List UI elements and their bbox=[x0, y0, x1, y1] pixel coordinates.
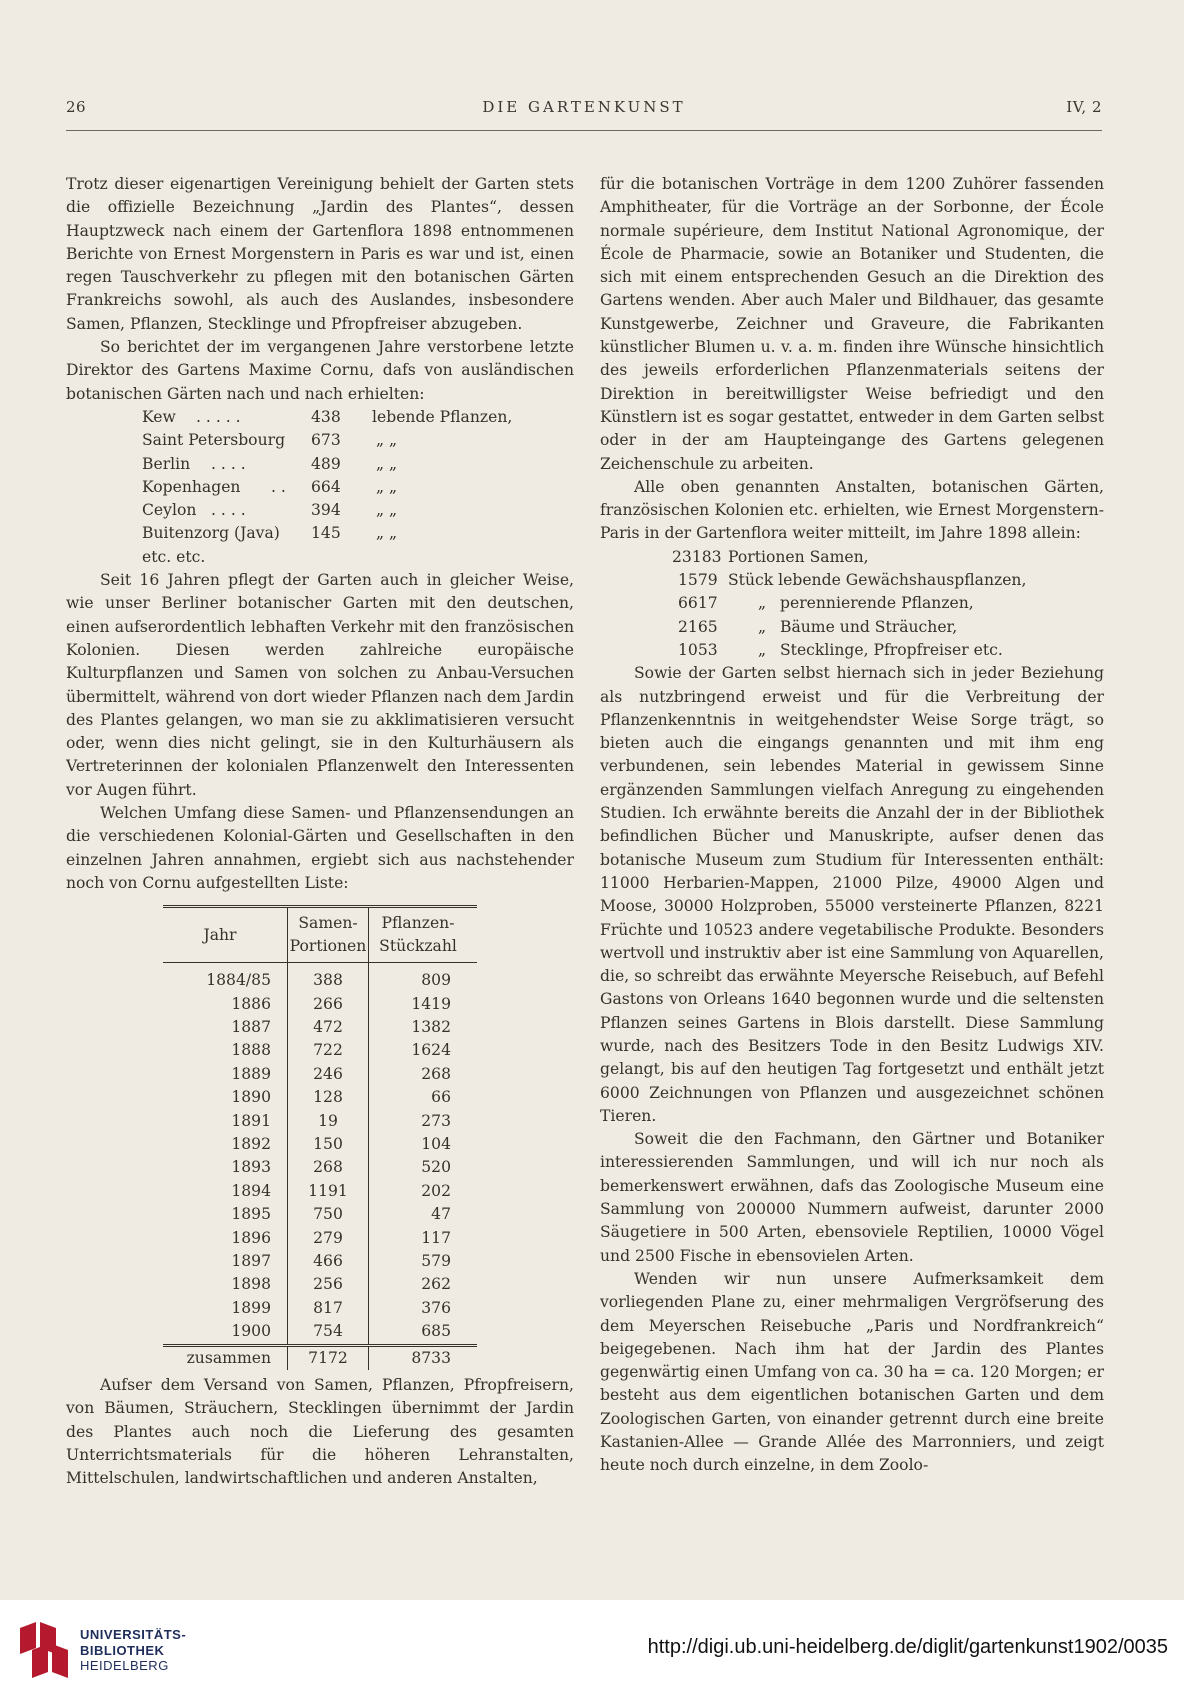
year-cell: 1889 bbox=[231, 1064, 271, 1083]
plants-cell: 268 bbox=[369, 1063, 478, 1086]
plants-cell: 1382 bbox=[369, 1016, 478, 1039]
list-item: Berlin . . . . 489 „ „ bbox=[142, 454, 398, 473]
list-item: 1579 Stück lebende Gewächshauspflanzen, bbox=[678, 571, 1027, 590]
paragraph: Seit 16 Jahren pflegt der Garten auch in gleicher Weise, wie unser Berliner botanischer Garten mit den deutschen, einen aufserordentlich lebhaften Verkehr mit den französischen Kolonien. Diesen werden zahlreiche europäische Kulturpflanzen und Samen von solchen zu Anbau-Versuchen übermittelt, während von dort wieder Pflanzen nach dem Jardin des Plantes gelangen, wo man sie zu akklimatisieren versucht oder, wenn dies nicht gelingt, sie in den Kulturhäusern als Vertreterinnen der kolonialen Pflanzenwelt den Interessenten vor Augen führt. bbox=[66, 571, 574, 799]
list-item: 2165 „ Bäume und Sträucher, bbox=[678, 617, 958, 636]
table-row bbox=[163, 1320, 477, 1345]
left-column bbox=[66, 173, 574, 1491]
seeds-cell: 388 bbox=[288, 963, 369, 993]
year-cell: 1886 bbox=[231, 994, 271, 1013]
table-row bbox=[163, 1133, 477, 1156]
year-cell: 1894 bbox=[231, 1181, 271, 1200]
plants-cell: 579 bbox=[369, 1250, 478, 1273]
column-header-seeds: Samen-Portionen bbox=[288, 907, 369, 963]
year-cell: 1891 bbox=[231, 1111, 271, 1130]
seeds-cell: 256 bbox=[288, 1273, 369, 1296]
table-row bbox=[163, 993, 477, 1016]
total-seeds: 7172 bbox=[288, 1345, 369, 1370]
table-row bbox=[163, 1227, 477, 1250]
plants-cell: 104 bbox=[369, 1133, 478, 1156]
year-cell: 1890 bbox=[231, 1088, 271, 1107]
total-label: zusammen bbox=[163, 1345, 288, 1370]
total-plants: 8733 bbox=[369, 1345, 478, 1370]
garden-list bbox=[66, 406, 574, 569]
plants-cell: 273 bbox=[369, 1110, 478, 1133]
paragraph: Trotz dieser eigenartigen Vereinigung behielt der Garten stets die offizielle Bezeichnung „Jardin des Plantes“, dessen Hauptzweck nach einem der Gartenflora 1898 entnommenen Berichte von Ernest Morgenstern in Paris es war und ist, einen regen Tauschverkehr zu pflegen mit den botanischen Gärten Frankreichs sowohl, als auch des Auslandes, insbesondere Samen, Pflanzen, Stecklinge und Pfropfreiser abzugeben. bbox=[66, 175, 574, 333]
list-item: 23183 Portionen Samen, bbox=[672, 547, 869, 566]
seeds-cell: 268 bbox=[288, 1156, 369, 1179]
table-row bbox=[163, 1016, 477, 1039]
running-header bbox=[66, 98, 1102, 120]
seeds-cell: 817 bbox=[288, 1297, 369, 1320]
journal-title: DIE GARTENKUNST bbox=[482, 98, 686, 116]
right-column bbox=[600, 173, 1104, 1478]
list-item: etc. etc. bbox=[142, 547, 206, 566]
seeds-cell: 19 bbox=[288, 1110, 369, 1133]
page-number: 26 bbox=[66, 98, 87, 116]
paragraph: Soweit die den Fachmann, den Gärtner und Botaniker interessierenden Sammlungen, und will ich nur noch als bemerkenswert erwähnen, dafs das Zoologische Museum eine Sammlung von 200000 Nummern aufweist, darunter 2000 Säugetiere in 500 Arten, ebensoviele Reptilien, 10000 Vögel und 2500 Fische in ebensovielen Arten. bbox=[600, 1130, 1104, 1265]
plants-cell: 685 bbox=[369, 1320, 478, 1345]
year-cell: 1898 bbox=[231, 1275, 271, 1294]
volume-number: IV, 2 bbox=[1066, 98, 1102, 116]
year-cell: 1887 bbox=[231, 1018, 271, 1037]
list-item: Kopenhagen . . 664 „ „ bbox=[142, 477, 398, 496]
seeds-cell: 279 bbox=[288, 1227, 369, 1250]
header-rule bbox=[66, 130, 1102, 131]
plants-cell: 520 bbox=[369, 1156, 478, 1179]
university-library-logo-icon bbox=[18, 1620, 72, 1686]
plants-cell: 376 bbox=[369, 1297, 478, 1320]
plants-cell: 809 bbox=[369, 963, 478, 993]
table-row bbox=[163, 1039, 477, 1062]
year-cell: 1888 bbox=[231, 1041, 271, 1060]
year-cell: 1895 bbox=[231, 1205, 271, 1224]
plants-cell: 1419 bbox=[369, 993, 478, 1016]
seeds-cell: 750 bbox=[288, 1203, 369, 1226]
table-row bbox=[163, 1203, 477, 1226]
table-row bbox=[163, 1110, 477, 1133]
paragraph: Sowie der Garten selbst hiernach sich in jeder Beziehung als nutzbringend erweist und für die Verbreitung der Pflanzenkenntnis in weitgehendster Weise Sorge trägt, so bieten auch die eingangs genannten und mit ihm eng verbundenen, sein lebendes Material in gewissem Sinne ergänzenden Sammlungen vielfach Anregung zu eingehenden Studien. Ich erwähnte bereits die Anzahl der in der Bibliothek befindlichen Bücher und Manuskripte, aufser denen das botanische Museum zum Studium für Interessenten enthält: 11000 Herbarien-Mappen, 21000 Pilze, 49000 Algen und Moose, 30000 Holzproben, 55000 versteinerte Pflanzen, 8221 Früchte und 10523 andere vegetabilische Produkte. Besonders wertvoll und instruktiv aber ist eine Sammlung von Aquarellen, die, so schreibt das erwähnte Meyersche Reisebuch, auf Befehl Gastons von Orleans 1640 begonnen wurde und die seltensten Pflanzen seines Gartens in Blois darstellt. Diese Sammlung wurde, nach des Besitzers Tode in den Besitz Ludwigs XIV. gelangt, bis auf den heutigen Tag fortgesetzt und enthält jetzt 6000 Zeichnungen von Pflanzen und ausgezeichnet schönen Tieren. bbox=[600, 664, 1104, 1125]
list-item: 1053 „ Stecklinge, Pfropfreiser etc. bbox=[678, 640, 1003, 659]
shipment-list bbox=[600, 546, 1104, 662]
column-header-plants: Pflanzen-Stückzahl bbox=[369, 907, 478, 963]
year-cell: 1899 bbox=[231, 1298, 271, 1317]
table-row bbox=[163, 963, 477, 993]
plants-cell: 117 bbox=[369, 1227, 478, 1250]
library-footer bbox=[0, 1600, 1184, 1706]
paragraph: Alle oben genannten Anstalten, botanischen Gärten, französischen Kolonien etc. erhielten, wie Ernest Morgenstern-Paris in der Gartenflora weiter mitteilt, im Jahre 1898 allein: bbox=[600, 477, 1104, 543]
list-item: Kew . . . . . 438 lebende Pflanzen, bbox=[142, 407, 513, 426]
seeds-cell: 128 bbox=[288, 1086, 369, 1109]
list-item: Ceylon . . . . 394 „ „ bbox=[142, 501, 398, 520]
table-row bbox=[163, 1086, 477, 1109]
column-header-year: Jahr bbox=[163, 907, 288, 963]
list-item: Saint Petersbourg 673 „ „ bbox=[142, 431, 398, 450]
seeds-cell: 150 bbox=[288, 1133, 369, 1156]
plants-cell: 1624 bbox=[369, 1039, 478, 1062]
plants-cell: 47 bbox=[369, 1203, 478, 1226]
seeds-cell: 466 bbox=[288, 1250, 369, 1273]
table-row bbox=[163, 1250, 477, 1273]
year-cell: 1884/85 bbox=[206, 971, 271, 990]
table-body bbox=[163, 963, 477, 1346]
seeds-cell: 246 bbox=[288, 1063, 369, 1086]
year-cell: 1897 bbox=[231, 1252, 271, 1271]
plants-cell: 262 bbox=[369, 1273, 478, 1296]
shipment-table bbox=[163, 905, 477, 1370]
year-cell: 1896 bbox=[231, 1228, 271, 1247]
table-row bbox=[163, 1156, 477, 1179]
table-row bbox=[163, 1180, 477, 1203]
paragraph: für die botanischen Vorträge in dem 1200 Zuhörer fassenden Amphitheater, für die Vorträge an der Sorbonne, der École normale supérieure, dem Institut National Agronomique, der École de Pharmacie, sowie an Botaniker und Studenten, die sich mit einem entsprechenden Gesuch an die Direktion des Gartens wenden. Aber auch Maler und Bildhauer, das gesamte Kunstgewerbe, Zeichner und Graveure, die Fabrikanten künstlicher Blumen u. v. a. m. finden ihre Wünsche hinsichtlich des jeweils erforderlichen Pflanzenmaterials seitens der Direktion in bereitwilligster Weise befriedigt und den Künstlern ist es sogar gestattet, entweder in dem Garten selbst oder in der am Haupteingange des Gartens gelegenen Zeichenschule zu arbeiten. bbox=[600, 175, 1104, 473]
year-cell: 1900 bbox=[231, 1322, 271, 1341]
plants-cell: 66 bbox=[369, 1086, 478, 1109]
table-row bbox=[163, 1297, 477, 1320]
seeds-cell: 754 bbox=[288, 1320, 369, 1345]
paragraph: Wenden wir nun unsere Aufmerksamkeit dem vorliegenden Plane zu, einer mehrmaligen Vergröfserung des dem Meyerschen Reisebuche „Paris und Nordfrankreich“ beigegebenen. Nach ihm hat der Jardin des Plantes gegenwärtig einen Umfang von ca. 30 ha = ca. 120 Morgen; er besteht aus dem eigentlichen botanischen Garten und dem Zoologischen Garten, von einander getrennt durch eine breite Kastanien-Allee — Grande Allée des Marronniers, und zeigt heute noch durch einzelne, in dem Zoolo- bbox=[600, 1269, 1104, 1475]
table-row bbox=[163, 1273, 477, 1296]
seeds-cell: 722 bbox=[288, 1039, 369, 1062]
seeds-cell: 472 bbox=[288, 1016, 369, 1039]
seeds-cell: 1191 bbox=[288, 1180, 369, 1203]
paragraph: So berichtet der im vergangenen Jahre verstorbene letzte Direktor des Gartens Maxime Cornu, dafs von ausländischen botanischen Gärten nach und nach erhielten: bbox=[66, 338, 574, 403]
table-row bbox=[163, 1063, 477, 1086]
seeds-cell: 266 bbox=[288, 993, 369, 1016]
paragraph: Aufser dem Versand von Samen, Pflanzen, Pfropfreisern, von Bäumen, Sträuchern, Stecklingen übernimmt der Jardin des Plantes auch noch die Lieferung des gesamten Unterrichtsmaterials für die höheren Lehranstalten, Mittelschulen, landwirtschaftlichen und anderen Anstalten, bbox=[66, 1376, 574, 1488]
paragraph: Welchen Umfang diese Samen- und Pflanzensendungen an die verschiedenen Kolonial-Gärten und Gesellschaften in den einzelnen Jahren annahmen, ergiebt sich aus nachstehender noch von Cornu aufgestellten Liste: bbox=[66, 804, 574, 892]
source-url-link[interactable]: http://digi.ub.uni-heidelberg.de/diglit/gartenkunst1902/0035 bbox=[647, 1636, 1168, 1658]
list-item: Buitenzorg (Java) 145 „ „ bbox=[142, 524, 398, 543]
year-cell: 1892 bbox=[231, 1135, 271, 1154]
year-cell: 1893 bbox=[231, 1158, 271, 1177]
table-total-row bbox=[163, 1345, 477, 1370]
table-header-row bbox=[163, 907, 477, 963]
library-name: UNIVERSITÄTS- BIBLIOTHEK HEIDELBERG bbox=[80, 1627, 187, 1673]
list-item: 6617 „ perennierende Pflanzen, bbox=[678, 594, 974, 613]
plants-cell: 202 bbox=[369, 1180, 478, 1203]
